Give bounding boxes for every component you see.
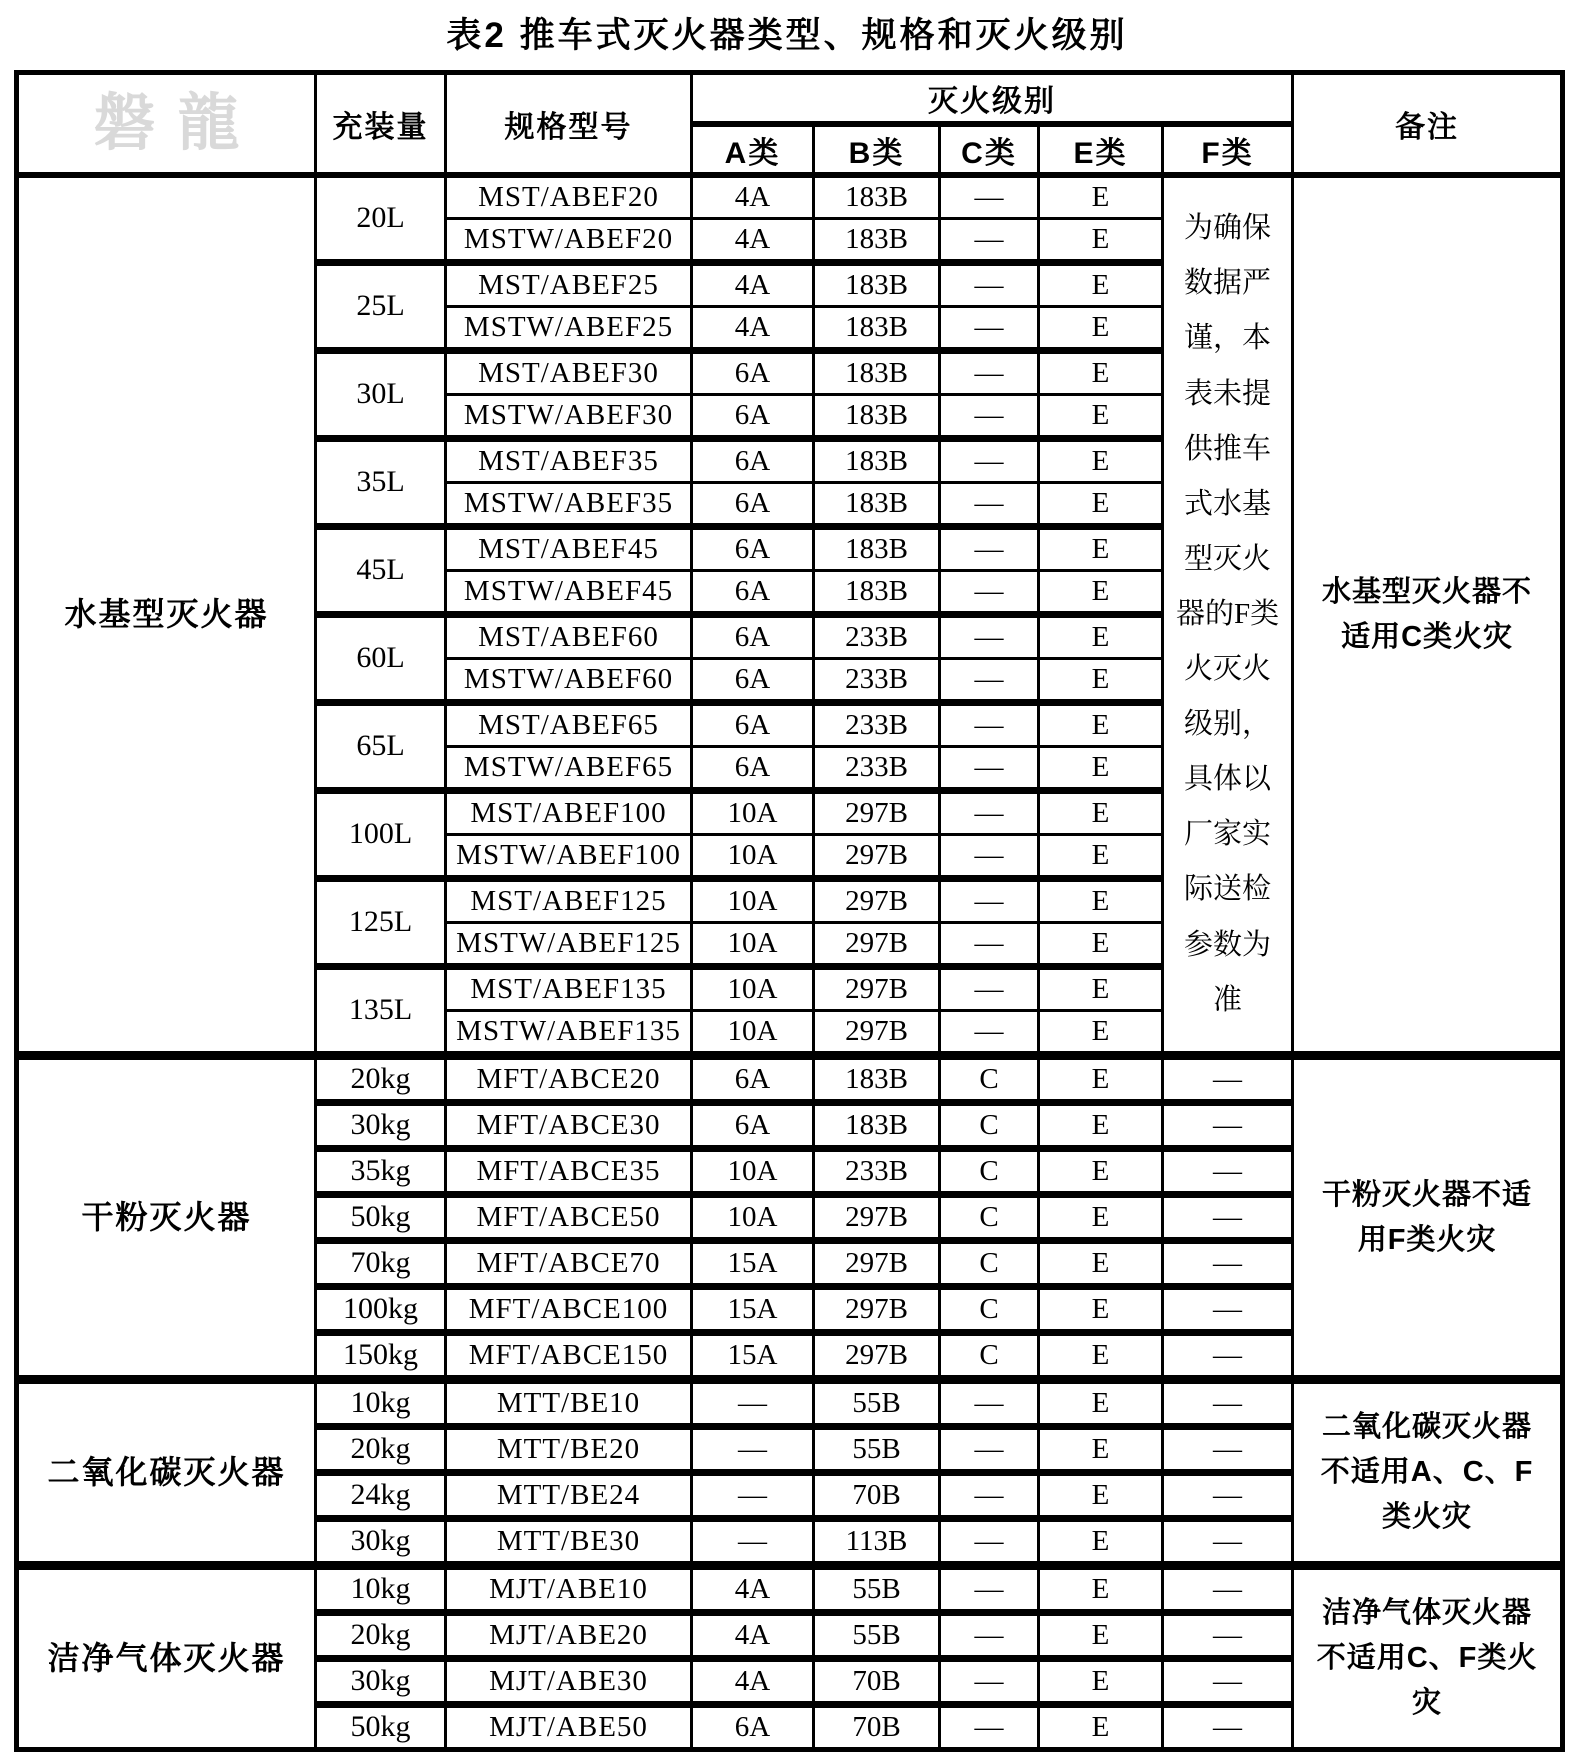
fill-amount-cell: 30L — [316, 351, 446, 439]
column-header-rating-group: 灭火级别 — [692, 73, 1293, 125]
rating-e-cell: E — [1039, 1613, 1163, 1659]
fill-amount-cell: 24kg — [316, 1473, 446, 1519]
rating-b-cell: 183B — [814, 483, 940, 527]
section-type-cell: 干粉灭火器 — [17, 1056, 316, 1380]
model-cell: MST/ABEF35 — [446, 439, 692, 483]
model-cell: MFT/ABCE35 — [446, 1149, 692, 1195]
fill-amount-cell: 100L — [316, 791, 446, 879]
fill-amount-cell: 20L — [316, 175, 446, 263]
rating-b-cell: 297B — [814, 1241, 940, 1287]
model-cell: MST/ABEF45 — [446, 527, 692, 571]
rating-c-cell: C — [940, 1333, 1039, 1380]
rating-b-cell: 297B — [814, 1195, 940, 1241]
rating-b-cell: 297B — [814, 923, 940, 967]
rating-e-cell: E — [1039, 967, 1163, 1011]
rating-c-cell: — — [940, 1427, 1039, 1473]
rating-f-cell: — — [1163, 1613, 1293, 1659]
column-header-class-e: E类 — [1039, 124, 1163, 175]
rating-f-cell: — — [1163, 1149, 1293, 1195]
model-cell: MJT/ABE10 — [446, 1566, 692, 1613]
rating-f-cell: — — [1163, 1241, 1293, 1287]
column-header-remark: 备注 — [1293, 73, 1563, 176]
rating-b-cell: 233B — [814, 747, 940, 791]
rating-c-cell: — — [940, 571, 1039, 615]
rating-b-cell: 183B — [814, 1056, 940, 1103]
fill-amount-cell: 100kg — [316, 1287, 446, 1333]
rating-a-cell: 6A — [692, 1705, 814, 1750]
rating-c-cell: — — [940, 703, 1039, 747]
rating-f-cell: — — [1163, 1566, 1293, 1613]
rating-e-cell: E — [1039, 571, 1163, 615]
rating-c-cell: — — [940, 835, 1039, 879]
rating-b-cell: 297B — [814, 967, 940, 1011]
fill-amount-cell: 30kg — [316, 1659, 446, 1705]
column-header-model: 规格型号 — [446, 73, 692, 176]
rating-c-cell: C — [940, 1195, 1039, 1241]
rating-a-cell: 6A — [692, 483, 814, 527]
section-type-cell: 二氧化碳灭火器 — [17, 1380, 316, 1566]
column-header-class-a: A类 — [692, 124, 814, 175]
rating-a-cell: 6A — [692, 351, 814, 395]
rating-a-cell: 4A — [692, 263, 814, 307]
rating-e-cell: E — [1039, 1659, 1163, 1705]
table-row — [17, 1380, 1563, 1427]
rating-a-cell: 4A — [692, 1613, 814, 1659]
fill-amount-cell: 50kg — [316, 1195, 446, 1241]
model-cell: MFT/ABCE100 — [446, 1287, 692, 1333]
rating-a-cell: — — [692, 1380, 814, 1427]
model-cell: MFT/ABCE50 — [446, 1195, 692, 1241]
model-cell: MTT/BE24 — [446, 1473, 692, 1519]
rating-e-cell: E — [1039, 791, 1163, 835]
rating-e-cell: E — [1039, 703, 1163, 747]
rating-a-cell: 6A — [692, 527, 814, 571]
rating-c-cell: — — [940, 791, 1039, 835]
brand-watermark: 磐龍 — [93, 88, 262, 158]
rating-a-cell: 10A — [692, 791, 814, 835]
extinguisher-table — [14, 70, 1565, 1752]
rating-a-cell: 15A — [692, 1241, 814, 1287]
rating-b-cell: 183B — [814, 527, 940, 571]
fill-amount-cell: 150kg — [316, 1333, 446, 1380]
rating-f-cell: — — [1163, 1705, 1293, 1750]
rating-b-cell: 297B — [814, 879, 940, 923]
rating-b-cell: 233B — [814, 1149, 940, 1195]
rating-c-cell: — — [940, 747, 1039, 791]
rating-c-cell: — — [940, 879, 1039, 923]
rating-f-cell: — — [1163, 1195, 1293, 1241]
model-cell: MSTW/ABEF60 — [446, 659, 692, 703]
model-cell: MSTW/ABEF65 — [446, 747, 692, 791]
rating-b-cell: 297B — [814, 1287, 940, 1333]
rating-a-cell: 6A — [692, 1103, 814, 1149]
rating-b-cell: 55B — [814, 1613, 940, 1659]
model-cell: MSTW/ABEF20 — [446, 219, 692, 263]
remark-cell: 水基型灭火器不适用C类火灾 — [1293, 175, 1563, 1056]
rating-a-cell: 10A — [692, 967, 814, 1011]
rating-a-cell: 6A — [692, 703, 814, 747]
rating-e-cell: E — [1039, 747, 1163, 791]
remark-cell: 二氧化碳灭火器不适用A、C、F类火灾 — [1293, 1380, 1563, 1566]
rating-a-cell: 6A — [692, 1056, 814, 1103]
rating-e-cell: E — [1039, 1380, 1163, 1427]
fill-amount-cell: 20kg — [316, 1056, 446, 1103]
rating-b-cell: 233B — [814, 615, 940, 659]
model-cell: MFT/ABCE20 — [446, 1056, 692, 1103]
model-cell: MST/ABEF125 — [446, 879, 692, 923]
rating-a-cell: — — [692, 1473, 814, 1519]
rating-a-cell: 4A — [692, 1566, 814, 1613]
fill-amount-cell: 35L — [316, 439, 446, 527]
rating-c-cell: — — [940, 175, 1039, 219]
rating-a-cell: 4A — [692, 1659, 814, 1705]
rating-f-cell: — — [1163, 1380, 1293, 1427]
rating-a-cell: — — [692, 1519, 814, 1566]
rating-a-cell: 4A — [692, 175, 814, 219]
rating-c-cell: — — [940, 1566, 1039, 1613]
model-cell: MSTW/ABEF45 — [446, 571, 692, 615]
f-note-cell: 为确保数据严谨，本表未提供推车式水基型灭火器的F类火灭火级别，具体以厂家实际送检参数为准 — [1163, 175, 1293, 1056]
fill-amount-cell: 10kg — [316, 1566, 446, 1613]
column-header-class-c: C类 — [940, 124, 1039, 175]
model-cell: MFT/ABCE70 — [446, 1241, 692, 1287]
rating-a-cell: 10A — [692, 1195, 814, 1241]
rating-e-cell: E — [1039, 1427, 1163, 1473]
rating-e-cell: E — [1039, 879, 1163, 923]
rating-e-cell: E — [1039, 351, 1163, 395]
model-cell: MSTW/ABEF100 — [446, 835, 692, 879]
rating-e-cell: E — [1039, 395, 1163, 439]
fill-amount-cell: 135L — [316, 967, 446, 1056]
rating-f-cell: — — [1163, 1056, 1293, 1103]
model-cell: MSTW/ABEF25 — [446, 307, 692, 351]
rating-c-cell: C — [940, 1149, 1039, 1195]
rating-e-cell: E — [1039, 1056, 1163, 1103]
model-cell: MSTW/ABEF35 — [446, 483, 692, 527]
rating-c-cell: — — [940, 263, 1039, 307]
model-cell: MST/ABEF65 — [446, 703, 692, 747]
fill-amount-cell: 50kg — [316, 1705, 446, 1750]
fill-amount-cell: 60L — [316, 615, 446, 703]
rating-e-cell: E — [1039, 1195, 1163, 1241]
rating-b-cell: 233B — [814, 703, 940, 747]
rating-a-cell: 4A — [692, 219, 814, 263]
table-row — [17, 1566, 1563, 1613]
rating-e-cell: E — [1039, 483, 1163, 527]
rating-a-cell: 6A — [692, 395, 814, 439]
rating-e-cell: E — [1039, 1287, 1163, 1333]
rating-b-cell: 183B — [814, 439, 940, 483]
rating-e-cell: E — [1039, 835, 1163, 879]
model-cell: MJT/ABE30 — [446, 1659, 692, 1705]
rating-c-cell: C — [940, 1103, 1039, 1149]
model-cell: MST/ABEF20 — [446, 175, 692, 219]
model-cell: MST/ABEF25 — [446, 263, 692, 307]
rating-c-cell: — — [940, 439, 1039, 483]
rating-f-cell: — — [1163, 1287, 1293, 1333]
rating-e-cell: E — [1039, 1705, 1163, 1750]
rating-e-cell: E — [1039, 1011, 1163, 1056]
remark-cell: 洁净气体灭火器不适用C、F类火灾 — [1293, 1566, 1563, 1750]
model-cell: MSTW/ABEF135 — [446, 1011, 692, 1056]
rating-b-cell: 55B — [814, 1380, 940, 1427]
model-cell: MJT/ABE20 — [446, 1613, 692, 1659]
column-header-class-b: B类 — [814, 124, 940, 175]
rating-c-cell: — — [940, 1659, 1039, 1705]
rating-a-cell: 10A — [692, 923, 814, 967]
rating-e-cell: E — [1039, 1519, 1163, 1566]
rating-c-cell: — — [940, 1011, 1039, 1056]
rating-c-cell: — — [940, 923, 1039, 967]
rating-e-cell: E — [1039, 175, 1163, 219]
remark-cell: 干粉灭火器不适用F类火灾 — [1293, 1056, 1563, 1380]
rating-c-cell: — — [940, 967, 1039, 1011]
model-cell: MTT/BE30 — [446, 1519, 692, 1566]
rating-b-cell: 70B — [814, 1705, 940, 1750]
section-type-cell: 洁净气体灭火器 — [17, 1566, 316, 1750]
rating-c-cell: — — [940, 615, 1039, 659]
fill-amount-cell: 20kg — [316, 1613, 446, 1659]
rating-a-cell: 15A — [692, 1287, 814, 1333]
rating-b-cell: 233B — [814, 659, 940, 703]
rating-c-cell: C — [940, 1241, 1039, 1287]
model-cell: MST/ABEF100 — [446, 791, 692, 835]
rating-c-cell: C — [940, 1056, 1039, 1103]
model-cell: MST/ABEF30 — [446, 351, 692, 395]
model-cell: MSTW/ABEF125 — [446, 923, 692, 967]
fill-amount-cell: 45L — [316, 527, 446, 615]
model-cell: MST/ABEF60 — [446, 615, 692, 659]
rating-e-cell: E — [1039, 263, 1163, 307]
rating-c-cell: — — [940, 659, 1039, 703]
rating-f-cell: — — [1163, 1473, 1293, 1519]
model-cell: MST/ABEF135 — [446, 967, 692, 1011]
rating-f-cell: — — [1163, 1103, 1293, 1149]
model-cell: MFT/ABCE150 — [446, 1333, 692, 1380]
rating-e-cell: E — [1039, 659, 1163, 703]
rating-c-cell: — — [940, 483, 1039, 527]
rating-b-cell: 183B — [814, 307, 940, 351]
rating-e-cell: E — [1039, 1473, 1163, 1519]
fill-amount-cell: 35kg — [316, 1149, 446, 1195]
rating-c-cell: — — [940, 1519, 1039, 1566]
section-type-cell: 水基型灭火器 — [17, 175, 316, 1056]
rating-c-cell: — — [940, 1380, 1039, 1427]
rating-a-cell: 10A — [692, 879, 814, 923]
rating-b-cell: 55B — [814, 1427, 940, 1473]
model-cell: MSTW/ABEF30 — [446, 395, 692, 439]
rating-e-cell: E — [1039, 219, 1163, 263]
rating-a-cell: 6A — [692, 571, 814, 615]
rating-b-cell: 183B — [814, 351, 940, 395]
fill-amount-cell: 125L — [316, 879, 446, 967]
fill-amount-cell: 65L — [316, 703, 446, 791]
model-cell: MJT/ABE50 — [446, 1705, 692, 1750]
rating-f-cell: — — [1163, 1333, 1293, 1380]
rating-e-cell: E — [1039, 1103, 1163, 1149]
rating-e-cell: E — [1039, 1149, 1163, 1195]
column-header-class-f: F类 — [1163, 124, 1293, 175]
fill-amount-cell: 20kg — [316, 1427, 446, 1473]
rating-b-cell: 183B — [814, 175, 940, 219]
rating-c-cell: — — [940, 351, 1039, 395]
rating-a-cell: 10A — [692, 835, 814, 879]
page-title: 表2 推车式灭火器类型、规格和灭火级别 — [446, 16, 1128, 55]
rating-c-cell: C — [940, 1287, 1039, 1333]
rating-b-cell: 183B — [814, 219, 940, 263]
table-row — [17, 1056, 1563, 1103]
rating-b-cell: 297B — [814, 791, 940, 835]
rating-f-cell: — — [1163, 1659, 1293, 1705]
fill-amount-cell: 30kg — [316, 1103, 446, 1149]
rating-b-cell: 55B — [814, 1566, 940, 1613]
rating-e-cell: E — [1039, 1241, 1163, 1287]
rating-e-cell: E — [1039, 439, 1163, 483]
type-column-header — [17, 73, 316, 176]
rating-e-cell: E — [1039, 923, 1163, 967]
rating-a-cell: — — [692, 1427, 814, 1473]
model-cell: MTT/BE20 — [446, 1427, 692, 1473]
rating-b-cell: 297B — [814, 835, 940, 879]
table-row — [17, 175, 1563, 219]
fill-amount-cell: 30kg — [316, 1519, 446, 1566]
rating-a-cell: 10A — [692, 1011, 814, 1056]
rating-e-cell: E — [1039, 615, 1163, 659]
rating-e-cell: E — [1039, 527, 1163, 571]
rating-b-cell: 183B — [814, 1103, 940, 1149]
fill-amount-cell: 25L — [316, 263, 446, 351]
rating-b-cell: 183B — [814, 571, 940, 615]
rating-b-cell: 113B — [814, 1519, 940, 1566]
rating-c-cell: — — [940, 527, 1039, 571]
rating-e-cell: E — [1039, 1333, 1163, 1380]
fill-amount-cell: 70kg — [316, 1241, 446, 1287]
rating-e-cell: E — [1039, 307, 1163, 351]
rating-c-cell: — — [940, 1705, 1039, 1750]
rating-c-cell: — — [940, 1613, 1039, 1659]
rating-b-cell: 297B — [814, 1011, 940, 1056]
rating-a-cell: 15A — [692, 1333, 814, 1380]
column-header-fill: 充装量 — [316, 73, 446, 176]
rating-f-cell: — — [1163, 1427, 1293, 1473]
rating-b-cell: 183B — [814, 395, 940, 439]
rating-b-cell: 183B — [814, 263, 940, 307]
rating-c-cell: — — [940, 395, 1039, 439]
fill-amount-cell: 10kg — [316, 1380, 446, 1427]
rating-a-cell: 6A — [692, 439, 814, 483]
rating-a-cell: 10A — [692, 1149, 814, 1195]
rating-f-cell: — — [1163, 1519, 1293, 1566]
rating-b-cell: 70B — [814, 1473, 940, 1519]
rating-a-cell: 6A — [692, 659, 814, 703]
model-cell: MFT/ABCE30 — [446, 1103, 692, 1149]
model-cell: MTT/BE10 — [446, 1380, 692, 1427]
rating-a-cell: 6A — [692, 615, 814, 659]
rating-e-cell: E — [1039, 1566, 1163, 1613]
rating-c-cell: — — [940, 219, 1039, 263]
rating-a-cell: 6A — [692, 747, 814, 791]
rating-c-cell: — — [940, 307, 1039, 351]
rating-b-cell: 70B — [814, 1659, 940, 1705]
rating-a-cell: 4A — [692, 307, 814, 351]
rating-b-cell: 297B — [814, 1333, 940, 1380]
rating-c-cell: — — [940, 1473, 1039, 1519]
